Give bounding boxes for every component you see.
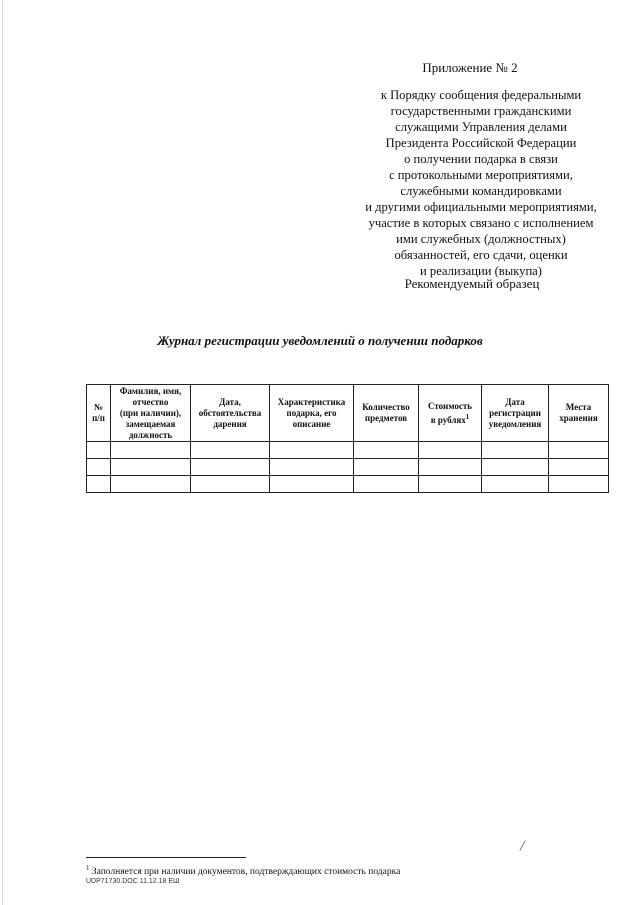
appendix-line: служебными командировками (400, 184, 562, 198)
appendix-line: с протокольными мероприятиями, (389, 168, 573, 182)
footnote-reference: 1 (465, 412, 470, 421)
table-cell (111, 442, 191, 459)
footnote-marker: 1 (86, 864, 90, 872)
document-id: UDP71730.DOC 11.12.18 ЕШ (86, 878, 180, 885)
table-cell (111, 476, 191, 493)
table-cell (87, 459, 111, 476)
table-row (87, 476, 609, 493)
column-header-cost: Стоимость в рублях$^1$ (419, 385, 482, 442)
column-header-date-circumstances: Дата, обстоятельства дарения (191, 385, 270, 442)
table-cell (191, 442, 270, 459)
column-header-number: № п/п (87, 385, 111, 442)
table-row (87, 459, 609, 476)
table-row (87, 442, 609, 459)
appendix-line: и другими официальными мероприятиями, (365, 200, 597, 214)
table-cell (191, 476, 270, 493)
appendix-line: участие в которых связано с исполнением (368, 216, 594, 230)
registration-table (86, 384, 609, 493)
footnote (86, 864, 400, 877)
table-cell (549, 442, 609, 459)
appendix-text (340, 87, 622, 279)
table-cell (549, 476, 609, 493)
appendix-line: государственными гражданскими (390, 104, 572, 118)
table-cell (419, 476, 482, 493)
page-edge (2, 0, 3, 905)
table-cell (482, 459, 549, 476)
appendix-line: о получении подарка в связи (404, 152, 558, 166)
recommended-sample-label: Рекомендуемый образец (404, 276, 540, 291)
table-cell (482, 476, 549, 493)
table-cell (270, 476, 354, 493)
scan-mark: / (518, 837, 526, 856)
table-cell (354, 476, 419, 493)
table-cell (419, 442, 482, 459)
table-cell (549, 459, 609, 476)
column-header-storage-place: Места хранения (549, 385, 609, 442)
column-header-quantity: Количество предметов (354, 385, 419, 442)
appendix-line: обязанностей, его сдачи, оценки (394, 248, 568, 262)
footnote-divider (86, 857, 246, 858)
table-cell (191, 459, 270, 476)
table-cell (111, 459, 191, 476)
table-cell (87, 476, 111, 493)
appendix-line: к Порядку сообщения федеральными (380, 88, 582, 102)
appendix-line: служащими Управления делами (395, 120, 567, 134)
column-header-full-name: Фамилия, имя, отчество (при наличии), замещаемая должность (111, 385, 191, 442)
table-cell (354, 442, 419, 459)
table-cell (270, 442, 354, 459)
appendix-line: Президента Российской Федерации (385, 136, 577, 150)
column-header-gift-description: Характеристика подарка, его описание (270, 385, 354, 442)
table-cell (87, 442, 111, 459)
journal-title: Журнал регистрации уведомлений о получении подарков (157, 333, 483, 348)
appendix-title: Приложение № 2 (422, 60, 518, 75)
table-header-row (87, 385, 609, 442)
table-cell (482, 442, 549, 459)
column-header-registration-date: Дата регистрации уведомления (482, 385, 549, 442)
appendix-line: ими служебных (должностных) (396, 232, 566, 246)
table-cell (419, 459, 482, 476)
footnote-text: Заполняется при наличии документов, подтверждающих стоимость подарка (91, 867, 401, 878)
appendix-line: и реализации (выкупа) (420, 264, 542, 278)
table-cell (270, 459, 354, 476)
table-cell (354, 459, 419, 476)
